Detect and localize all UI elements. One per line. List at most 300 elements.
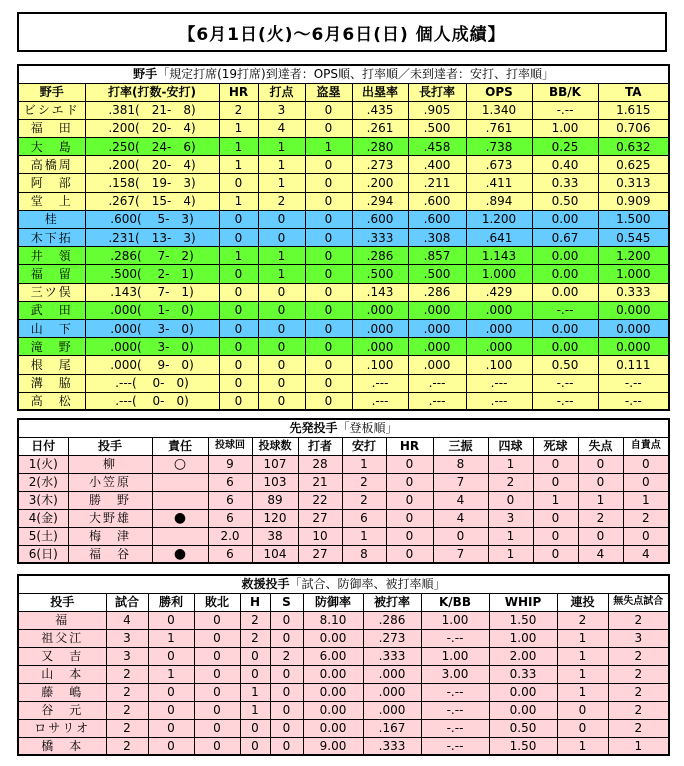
batter-cell-ops: 1.340 bbox=[466, 101, 532, 119]
reliever-cell-sc: 2 bbox=[608, 719, 669, 737]
reliever-row bbox=[18, 665, 669, 683]
starter-cell-ip: 6 bbox=[208, 491, 252, 509]
reliever-cell-avg: .333 bbox=[363, 647, 421, 665]
batting-stats-table bbox=[17, 64, 670, 411]
reliever-cell-sc: 2 bbox=[608, 647, 669, 665]
batter-cell-avg: .381( 21- 8) bbox=[85, 101, 219, 119]
batter-cell-sb: 0 bbox=[305, 174, 352, 192]
reliever-cell-name: 又 吉 bbox=[18, 647, 106, 665]
batter-cell-ops: 1.143 bbox=[466, 247, 532, 265]
header-cell: TA bbox=[598, 83, 669, 101]
starter-cell-date: 5(土) bbox=[18, 527, 68, 545]
starter-cell-resp: ● bbox=[152, 509, 208, 527]
starter-cell-er: 0 bbox=[623, 527, 669, 545]
starter-cell-r: 2 bbox=[578, 509, 623, 527]
reliever-cell-h: 2 bbox=[240, 611, 270, 629]
starter-cell-r: 0 bbox=[578, 455, 623, 473]
batter-cell-avg: .200( 20- 4) bbox=[85, 119, 219, 137]
header-cell: HR bbox=[219, 83, 258, 101]
batter-cell-avg: .000( 3- 0) bbox=[85, 319, 219, 337]
batter-cell-avg: .158( 19- 3) bbox=[85, 174, 219, 192]
batter-cell-sb: 0 bbox=[305, 119, 352, 137]
batter-cell-sb: 0 bbox=[305, 301, 352, 319]
starter-cell-date: 1(火) bbox=[18, 455, 68, 473]
reliever-cell-w: 0 bbox=[148, 683, 194, 701]
batter-cell-bbk: 0.33 bbox=[532, 174, 598, 192]
batter-cell-hr: 0 bbox=[219, 265, 258, 283]
batter-cell-rbi: 0 bbox=[258, 283, 305, 301]
starter-cell-so: 0 bbox=[433, 527, 488, 545]
reliever-cell-g: 2 bbox=[106, 737, 148, 755]
reliever-cell-h: 1 bbox=[240, 701, 270, 719]
starting-pitchers-table bbox=[17, 418, 670, 564]
batter-cell-name: 福 留 bbox=[18, 265, 85, 283]
batter-cell-sb: 0 bbox=[305, 392, 352, 410]
reliever-row bbox=[18, 701, 669, 719]
header-cell: 打率(打数-安打) bbox=[85, 83, 219, 101]
batter-cell-name: 三ツ俣 bbox=[18, 283, 85, 301]
starter-cell-name: 梅 津 bbox=[68, 527, 152, 545]
batter-cell-slg: .458 bbox=[408, 138, 466, 156]
starters-caption bbox=[18, 419, 669, 437]
batter-cell-rbi: 0 bbox=[258, 229, 305, 247]
batter-row bbox=[18, 156, 669, 174]
starter-cell-h: 1 bbox=[342, 527, 386, 545]
header-cell: 勝利 bbox=[148, 593, 194, 611]
batter-cell-sb: 0 bbox=[305, 156, 352, 174]
batter-cell-hr: 0 bbox=[219, 210, 258, 228]
relievers-caption-title: 救援投手 bbox=[241, 577, 290, 592]
reliever-cell-cons: 1 bbox=[557, 665, 608, 683]
batter-cell-obp: .333 bbox=[352, 229, 408, 247]
reliever-cell-kbb: -.-- bbox=[421, 683, 489, 701]
relievers-caption bbox=[18, 575, 669, 593]
reliever-cell-w: 0 bbox=[148, 611, 194, 629]
batter-cell-bbk: 0.00 bbox=[532, 283, 598, 301]
reliever-cell-whip: 1.50 bbox=[489, 737, 557, 755]
starter-cell-er: 0 bbox=[623, 473, 669, 491]
batter-cell-ops: 1.200 bbox=[466, 210, 532, 228]
reliever-cell-cons: 0 bbox=[557, 701, 608, 719]
starter-cell-hr: 0 bbox=[386, 473, 433, 491]
reliever-cell-era: 0.00 bbox=[303, 683, 363, 701]
batter-cell-avg: .---( 0- 0) bbox=[85, 374, 219, 392]
batter-cell-obp: .435 bbox=[352, 101, 408, 119]
starter-cell-er: 0 bbox=[623, 455, 669, 473]
batter-cell-rbi: 1 bbox=[258, 156, 305, 174]
reliever-cell-cons: 1 bbox=[557, 647, 608, 665]
relief-pitchers-table bbox=[17, 574, 670, 756]
batter-cell-avg: .000( 3- 0) bbox=[85, 338, 219, 356]
batter-cell-name: 高橋周 bbox=[18, 156, 85, 174]
reliever-cell-era: 6.00 bbox=[303, 647, 363, 665]
batter-cell-bbk: 0.00 bbox=[532, 210, 598, 228]
reliever-cell-era: 8.10 bbox=[303, 611, 363, 629]
starter-cell-name: 大野雄 bbox=[68, 509, 152, 527]
batter-cell-obp: .273 bbox=[352, 156, 408, 174]
reliever-cell-g: 3 bbox=[106, 647, 148, 665]
starter-cell-date: 4(金) bbox=[18, 509, 68, 527]
batter-cell-sb: 0 bbox=[305, 247, 352, 265]
reliever-cell-name: 橋 本 bbox=[18, 737, 106, 755]
batter-cell-rbi: 1 bbox=[258, 138, 305, 156]
reliever-cell-avg: .000 bbox=[363, 683, 421, 701]
batter-cell-ta: 0.632 bbox=[598, 138, 669, 156]
batter-cell-obp: .600 bbox=[352, 210, 408, 228]
starter-cell-resp bbox=[152, 491, 208, 509]
header-cell: K/BB bbox=[421, 593, 489, 611]
reliever-cell-avg: .333 bbox=[363, 737, 421, 755]
reliever-cell-s: 0 bbox=[270, 701, 303, 719]
batter-cell-hr: 1 bbox=[219, 119, 258, 137]
reliever-cell-g: 2 bbox=[106, 719, 148, 737]
batter-cell-bbk: 1.00 bbox=[532, 119, 598, 137]
starter-cell-bb: 2 bbox=[488, 473, 533, 491]
reliever-cell-whip: 0.00 bbox=[489, 701, 557, 719]
reliever-cell-cons: 1 bbox=[557, 683, 608, 701]
reliever-cell-h: 0 bbox=[240, 719, 270, 737]
reliever-cell-s: 0 bbox=[270, 683, 303, 701]
batter-cell-bbk: 0.67 bbox=[532, 229, 598, 247]
batter-cell-hr: 0 bbox=[219, 392, 258, 410]
reliever-cell-w: 1 bbox=[148, 665, 194, 683]
batter-cell-sb: 1 bbox=[305, 138, 352, 156]
reliever-cell-l: 0 bbox=[194, 629, 240, 647]
reliever-cell-g: 2 bbox=[106, 683, 148, 701]
batter-cell-obp: .200 bbox=[352, 174, 408, 192]
reliever-cell-sc: 2 bbox=[608, 665, 669, 683]
batter-cell-name: 根 尾 bbox=[18, 356, 85, 374]
header-cell: 四球 bbox=[488, 437, 533, 455]
starter-cell-r: 0 bbox=[578, 473, 623, 491]
reliever-cell-sc: 2 bbox=[608, 701, 669, 719]
batting-header-row bbox=[18, 83, 669, 101]
batter-cell-hr: 0 bbox=[219, 229, 258, 247]
batter-cell-obp: .294 bbox=[352, 192, 408, 210]
starter-cell-name: 小笠原 bbox=[68, 473, 152, 491]
header-cell: 責任 bbox=[152, 437, 208, 455]
batter-cell-hr: 0 bbox=[219, 356, 258, 374]
page-title: 【6月1日(火)～6月6日(日) 個人成績】 bbox=[17, 12, 667, 52]
starter-cell-r: 4 bbox=[578, 545, 623, 563]
batter-cell-ta: 0.000 bbox=[598, 301, 669, 319]
header-cell: 防御率 bbox=[303, 593, 363, 611]
batter-row bbox=[18, 101, 669, 119]
batter-cell-ops: .761 bbox=[466, 119, 532, 137]
reliever-cell-kbb: -.-- bbox=[421, 737, 489, 755]
batter-cell-name: 桂 bbox=[18, 210, 85, 228]
batter-cell-name: 大 島 bbox=[18, 138, 85, 156]
starter-cell-so: 4 bbox=[433, 509, 488, 527]
reliever-cell-avg: .000 bbox=[363, 701, 421, 719]
starter-cell-so: 7 bbox=[433, 473, 488, 491]
reliever-cell-w: 1 bbox=[148, 629, 194, 647]
starter-cell-hbp: 0 bbox=[533, 527, 578, 545]
starter-cell-pitches: 103 bbox=[252, 473, 298, 491]
header-cell: H bbox=[240, 593, 270, 611]
reliever-cell-g: 2 bbox=[106, 665, 148, 683]
batter-cell-obp: .100 bbox=[352, 356, 408, 374]
batter-cell-slg: .400 bbox=[408, 156, 466, 174]
batter-cell-slg: .500 bbox=[408, 265, 466, 283]
batter-cell-ta: -.-- bbox=[598, 392, 669, 410]
batter-cell-rbi: 0 bbox=[258, 374, 305, 392]
batter-row bbox=[18, 229, 669, 247]
starter-cell-pitches: 104 bbox=[252, 545, 298, 563]
starter-cell-h: 6 bbox=[342, 509, 386, 527]
starter-cell-bf: 28 bbox=[298, 455, 342, 473]
starter-cell-pitches: 107 bbox=[252, 455, 298, 473]
reliever-cell-kbb: -.-- bbox=[421, 629, 489, 647]
batter-cell-obp: .143 bbox=[352, 283, 408, 301]
batter-cell-bbk: -.-- bbox=[532, 101, 598, 119]
reliever-cell-avg: .167 bbox=[363, 719, 421, 737]
batter-cell-obp: .500 bbox=[352, 265, 408, 283]
batter-cell-name: ビシエド bbox=[18, 101, 85, 119]
reliever-cell-sc: 3 bbox=[608, 629, 669, 647]
reliever-cell-h: 0 bbox=[240, 737, 270, 755]
relievers-header-row bbox=[18, 593, 669, 611]
batter-cell-rbi: 0 bbox=[258, 392, 305, 410]
batter-cell-name: 木下拓 bbox=[18, 229, 85, 247]
starter-cell-hr: 0 bbox=[386, 491, 433, 509]
batter-cell-obp: .--- bbox=[352, 374, 408, 392]
batter-row bbox=[18, 283, 669, 301]
starter-cell-name: 勝 野 bbox=[68, 491, 152, 509]
batter-cell-ta: 0.111 bbox=[598, 356, 669, 374]
batter-cell-sb: 0 bbox=[305, 210, 352, 228]
starter-cell-bb: 1 bbox=[488, 545, 533, 563]
batter-cell-avg: .267( 15- 4) bbox=[85, 192, 219, 210]
starter-cell-bb: 3 bbox=[488, 509, 533, 527]
batter-cell-bbk: 0.00 bbox=[532, 319, 598, 337]
batter-cell-sb: 0 bbox=[305, 319, 352, 337]
reliever-cell-sc: 2 bbox=[608, 611, 669, 629]
batter-cell-ta: 0.000 bbox=[598, 338, 669, 356]
reliever-row bbox=[18, 737, 669, 755]
batter-cell-rbi: 1 bbox=[258, 174, 305, 192]
batter-cell-sb: 0 bbox=[305, 101, 352, 119]
reliever-cell-g: 2 bbox=[106, 701, 148, 719]
starter-cell-resp bbox=[152, 473, 208, 491]
batter-cell-obp: .--- bbox=[352, 392, 408, 410]
batter-cell-slg: .308 bbox=[408, 229, 466, 247]
reliever-cell-name: 山 本 bbox=[18, 665, 106, 683]
header-cell: 試合 bbox=[106, 593, 148, 611]
batter-cell-hr: 0 bbox=[219, 374, 258, 392]
reliever-cell-l: 0 bbox=[194, 701, 240, 719]
batter-row bbox=[18, 356, 669, 374]
batter-row bbox=[18, 301, 669, 319]
starter-cell-pitches: 89 bbox=[252, 491, 298, 509]
starter-cell-er: 1 bbox=[623, 491, 669, 509]
starter-cell-ip: 2.0 bbox=[208, 527, 252, 545]
batter-cell-name: 堂 上 bbox=[18, 192, 85, 210]
batter-cell-slg: .000 bbox=[408, 356, 466, 374]
batter-cell-ops: .894 bbox=[466, 192, 532, 210]
batter-row bbox=[18, 119, 669, 137]
batter-cell-hr: 1 bbox=[219, 247, 258, 265]
header-cell: 投手 bbox=[68, 437, 152, 455]
relievers-caption-note: 「試合、防御率、被打率順」 bbox=[289, 577, 446, 592]
batter-cell-sb: 0 bbox=[305, 338, 352, 356]
batter-cell-ta: 1.000 bbox=[598, 265, 669, 283]
batter-cell-slg: .905 bbox=[408, 101, 466, 119]
batter-cell-name: 福 田 bbox=[18, 119, 85, 137]
header-cell: WHIP bbox=[489, 593, 557, 611]
batter-cell-rbi: 4 bbox=[258, 119, 305, 137]
reliever-cell-s: 0 bbox=[270, 665, 303, 683]
batter-cell-obp: .000 bbox=[352, 338, 408, 356]
starter-cell-resp: ○ bbox=[152, 455, 208, 473]
header-cell: 野手 bbox=[18, 83, 85, 101]
reliever-cell-g: 4 bbox=[106, 611, 148, 629]
starter-cell-bf: 27 bbox=[298, 545, 342, 563]
batter-cell-rbi: 0 bbox=[258, 210, 305, 228]
reliever-cell-name: 福 bbox=[18, 611, 106, 629]
batter-cell-bbk: 0.00 bbox=[532, 247, 598, 265]
batter-cell-bbk: -.-- bbox=[532, 374, 598, 392]
batter-cell-obp: .000 bbox=[352, 319, 408, 337]
batter-cell-hr: 2 bbox=[219, 101, 258, 119]
reliever-cell-whip: 0.50 bbox=[489, 719, 557, 737]
batter-cell-ta: 0.333 bbox=[598, 283, 669, 301]
batter-cell-bbk: 0.25 bbox=[532, 138, 598, 156]
batter-row bbox=[18, 265, 669, 283]
batter-cell-name: 溝 脇 bbox=[18, 374, 85, 392]
batter-cell-slg: .857 bbox=[408, 247, 466, 265]
batter-cell-ta: 0.313 bbox=[598, 174, 669, 192]
batting-caption-note: 「規定打席(19打席)到達者：OPS順、打率順／未到達者：安打、打率順」 bbox=[157, 67, 555, 82]
header-cell: 被打率 bbox=[363, 593, 421, 611]
starter-cell-h: 2 bbox=[342, 491, 386, 509]
starter-cell-hbp: 1 bbox=[533, 491, 578, 509]
batter-cell-slg: .211 bbox=[408, 174, 466, 192]
starter-row bbox=[18, 527, 669, 545]
batter-cell-bbk: -.-- bbox=[532, 392, 598, 410]
reliever-cell-cons: 1 bbox=[557, 629, 608, 647]
reliever-cell-whip: 2.00 bbox=[489, 647, 557, 665]
starter-cell-bf: 27 bbox=[298, 509, 342, 527]
reliever-cell-l: 0 bbox=[194, 737, 240, 755]
reliever-cell-w: 0 bbox=[148, 701, 194, 719]
starter-cell-ip: 6 bbox=[208, 509, 252, 527]
batter-cell-slg: .286 bbox=[408, 283, 466, 301]
starter-cell-so: 7 bbox=[433, 545, 488, 563]
header-cell: 敗北 bbox=[194, 593, 240, 611]
starter-cell-date: 3(木) bbox=[18, 491, 68, 509]
batter-cell-avg: .231( 13- 3) bbox=[85, 229, 219, 247]
reliever-cell-cons: 1 bbox=[557, 737, 608, 755]
reliever-cell-kbb: 1.00 bbox=[421, 647, 489, 665]
batter-cell-obp: .280 bbox=[352, 138, 408, 156]
batter-row bbox=[18, 247, 669, 265]
reliever-cell-s: 0 bbox=[270, 737, 303, 755]
reliever-cell-h: 2 bbox=[240, 629, 270, 647]
starters-caption-title: 先発投手 bbox=[289, 421, 338, 436]
header-cell: 出塁率 bbox=[352, 83, 408, 101]
starter-cell-so: 8 bbox=[433, 455, 488, 473]
reliever-cell-name: ロサリオ bbox=[18, 719, 106, 737]
batter-cell-ops: .411 bbox=[466, 174, 532, 192]
reliever-cell-whip: 0.33 bbox=[489, 665, 557, 683]
batter-cell-avg: .250( 24- 6) bbox=[85, 138, 219, 156]
starter-cell-hbp: 0 bbox=[533, 455, 578, 473]
batter-cell-ops: .673 bbox=[466, 156, 532, 174]
header-cell: 投球回 bbox=[208, 437, 252, 455]
batter-cell-avg: .500( 2- 1) bbox=[85, 265, 219, 283]
batter-cell-avg: .---( 0- 0) bbox=[85, 392, 219, 410]
starter-cell-h: 2 bbox=[342, 473, 386, 491]
starter-cell-pitches: 120 bbox=[252, 509, 298, 527]
starter-cell-bb: 0 bbox=[488, 491, 533, 509]
batter-cell-slg: .000 bbox=[408, 301, 466, 319]
batter-cell-avg: .286( 7- 2) bbox=[85, 247, 219, 265]
batter-cell-ta: 0.706 bbox=[598, 119, 669, 137]
starter-row bbox=[18, 545, 669, 563]
starter-cell-so: 4 bbox=[433, 491, 488, 509]
starter-cell-hr: 0 bbox=[386, 545, 433, 563]
reliever-cell-kbb: -.-- bbox=[421, 701, 489, 719]
batter-row bbox=[18, 138, 669, 156]
header-cell: 無失点試合 bbox=[608, 593, 669, 611]
reliever-cell-l: 0 bbox=[194, 647, 240, 665]
reliever-cell-name: 藤 嶋 bbox=[18, 683, 106, 701]
batter-cell-slg: .500 bbox=[408, 119, 466, 137]
header-cell: 打点 bbox=[258, 83, 305, 101]
batter-cell-slg: .600 bbox=[408, 210, 466, 228]
batter-row bbox=[18, 192, 669, 210]
starter-cell-h: 1 bbox=[342, 455, 386, 473]
batter-cell-rbi: 2 bbox=[258, 192, 305, 210]
starter-cell-bb: 1 bbox=[488, 455, 533, 473]
starter-cell-bb: 1 bbox=[488, 527, 533, 545]
starter-cell-er: 2 bbox=[623, 509, 669, 527]
starter-cell-hbp: 0 bbox=[533, 509, 578, 527]
batter-cell-bbk: 0.50 bbox=[532, 356, 598, 374]
batter-cell-sb: 0 bbox=[305, 265, 352, 283]
starter-cell-hr: 0 bbox=[386, 455, 433, 473]
header-cell: 三振 bbox=[433, 437, 488, 455]
batter-cell-name: 滝 野 bbox=[18, 338, 85, 356]
batter-cell-slg: .--- bbox=[408, 374, 466, 392]
batter-cell-ta: 1.500 bbox=[598, 210, 669, 228]
batter-cell-ops: .--- bbox=[466, 392, 532, 410]
starter-cell-bf: 21 bbox=[298, 473, 342, 491]
header-cell: 自責点 bbox=[623, 437, 669, 455]
batter-cell-ops: .000 bbox=[466, 338, 532, 356]
starter-row bbox=[18, 473, 669, 491]
reliever-cell-cons: 2 bbox=[557, 611, 608, 629]
starter-cell-pitches: 38 bbox=[252, 527, 298, 545]
batter-cell-hr: 1 bbox=[219, 192, 258, 210]
reliever-cell-sc: 1 bbox=[608, 737, 669, 755]
batter-cell-slg: .000 bbox=[408, 338, 466, 356]
batter-cell-hr: 1 bbox=[219, 138, 258, 156]
batter-cell-ta: 1.615 bbox=[598, 101, 669, 119]
batter-cell-hr: 0 bbox=[219, 174, 258, 192]
batting-caption-title: 野手 bbox=[133, 67, 158, 82]
header-cell: 死球 bbox=[533, 437, 578, 455]
starter-row bbox=[18, 455, 669, 473]
batter-cell-rbi: 1 bbox=[258, 265, 305, 283]
batter-cell-ops: .738 bbox=[466, 138, 532, 156]
reliever-cell-w: 0 bbox=[148, 719, 194, 737]
starter-cell-date: 6(日) bbox=[18, 545, 68, 563]
header-cell: S bbox=[270, 593, 303, 611]
batter-cell-ta: 1.200 bbox=[598, 247, 669, 265]
batter-cell-ta: -.-- bbox=[598, 374, 669, 392]
